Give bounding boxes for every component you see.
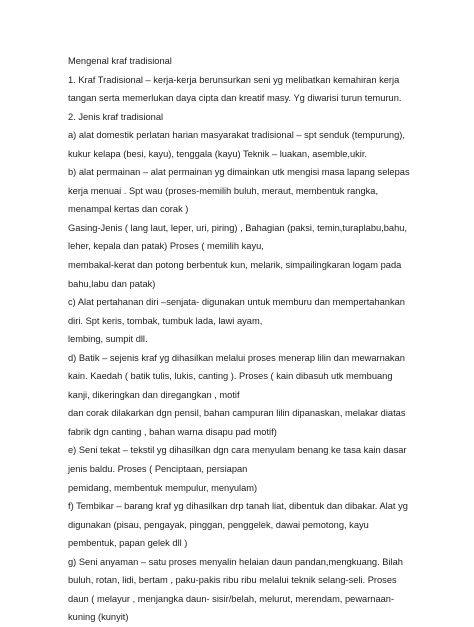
text-line: kanji, dikeringkan dan diregangkan , motif — [68, 389, 240, 400]
text-line: menampal kertas dan corak ) — [68, 204, 189, 215]
text-line: tangan serta memerlukan daya cipta dan kreatif masy. Yg diwarisi turun temurun. — [68, 93, 402, 104]
text-line: e) Seni tekat – tekstil yg dihasilkan dgn cara menyulam benang ke tasa kain dasar — [68, 445, 407, 456]
text-line: b) alat permainan – alat permainan yg dimainkan utk mengisi masa lapang selepas — [68, 167, 410, 178]
text-line: membakal-kerat dan potong berbentuk kun, melarik, simpailingkaran logam pada — [68, 260, 402, 271]
text-line: jenis baldu. Proses ( Penciptaan, persiapan — [68, 464, 248, 475]
text-line: bahu,labu dan patak) — [68, 278, 156, 289]
text-line: pembentuk, papan gelek dll ) — [68, 538, 188, 549]
text-line: f) Tembikar – barang kraf yg dihasilkan drp tanah liat, dibentuk dan dibakar. Alat yg — [68, 501, 408, 512]
text-line: lembing, sumpit dll. — [68, 334, 148, 345]
text-line: kuning (kunyit) — [68, 612, 129, 623]
text-line: pemidang, membentuk mempulur, menyulam) — [68, 482, 258, 493]
text-line: buluh, rotan, lidi, bertam , paku-pakis ribu ribu melalui teknik selang-seli. Proses — [68, 575, 397, 586]
text-line: fabrik dgn canting , bahan warna disapu pad motif) — [68, 426, 277, 437]
text-line: kukur kelapa (besi, kayu), tenggala (kayu) Teknik – luakan, asemble,ukir. — [68, 148, 368, 159]
text-line: diri. Spt keris, tombak, tumbuk lada, lawi ayam, — [68, 315, 263, 326]
text-line: kerja menuai . Spt wau (proses-memilih buluh, meraut, membentuk rangka, — [68, 185, 379, 196]
text-line: kain. Kaedah ( batik tulis, lukis, canting ). Proses ( kain dibasuh utk membuang — [68, 371, 393, 382]
text-line: dan corak dilakarkan dgn pensil, bahan campuran lilin dipanaskan, melakar diatas — [68, 408, 406, 419]
text-line: g) Seni anyaman – satu proses menyalin helaian daun pandan,mengkuang. Bilah — [68, 556, 403, 567]
document-title: Mengenal kraf tradisional — [68, 56, 172, 66]
text-line: daun ( melayur , menjangka daun- sisir/belah, melurut, merendam, pewarnaan- — [68, 593, 395, 604]
text-line: a) alat domestik perlatan harian masyarakat tradisional – spt senduk (tempurung), — [68, 130, 405, 141]
text-line: 1. Kraf Tradisional – kerja-kerja berunsurkan seni yg melibatkan kemahiran kerja — [68, 74, 400, 85]
text-line: Gasing-Jenis ( lang laut, leper, uri, piring) , Bahagian (paksi, temin,turaplabu,bahu, — [68, 222, 408, 233]
section-heading: 2. Jenis kraf tradisional — [68, 111, 164, 122]
text-line: leher, kepala dan patak) Proses ( memilih kayu, — [68, 241, 264, 252]
document-body — [68, 52, 428, 627]
text-line: d) Batik – sejenis kraf yg dihasilkan melalui proses menerap lilin dan mewarnakan — [68, 352, 405, 363]
text-line: c) Alat pertahanan diri –senjata- digunakan untuk memburu dan mempertahankan — [68, 297, 405, 308]
text-line: digunakan (pisau, pengayak, pinggan, penggelek, dawai pemotong, kayu — [68, 519, 369, 530]
